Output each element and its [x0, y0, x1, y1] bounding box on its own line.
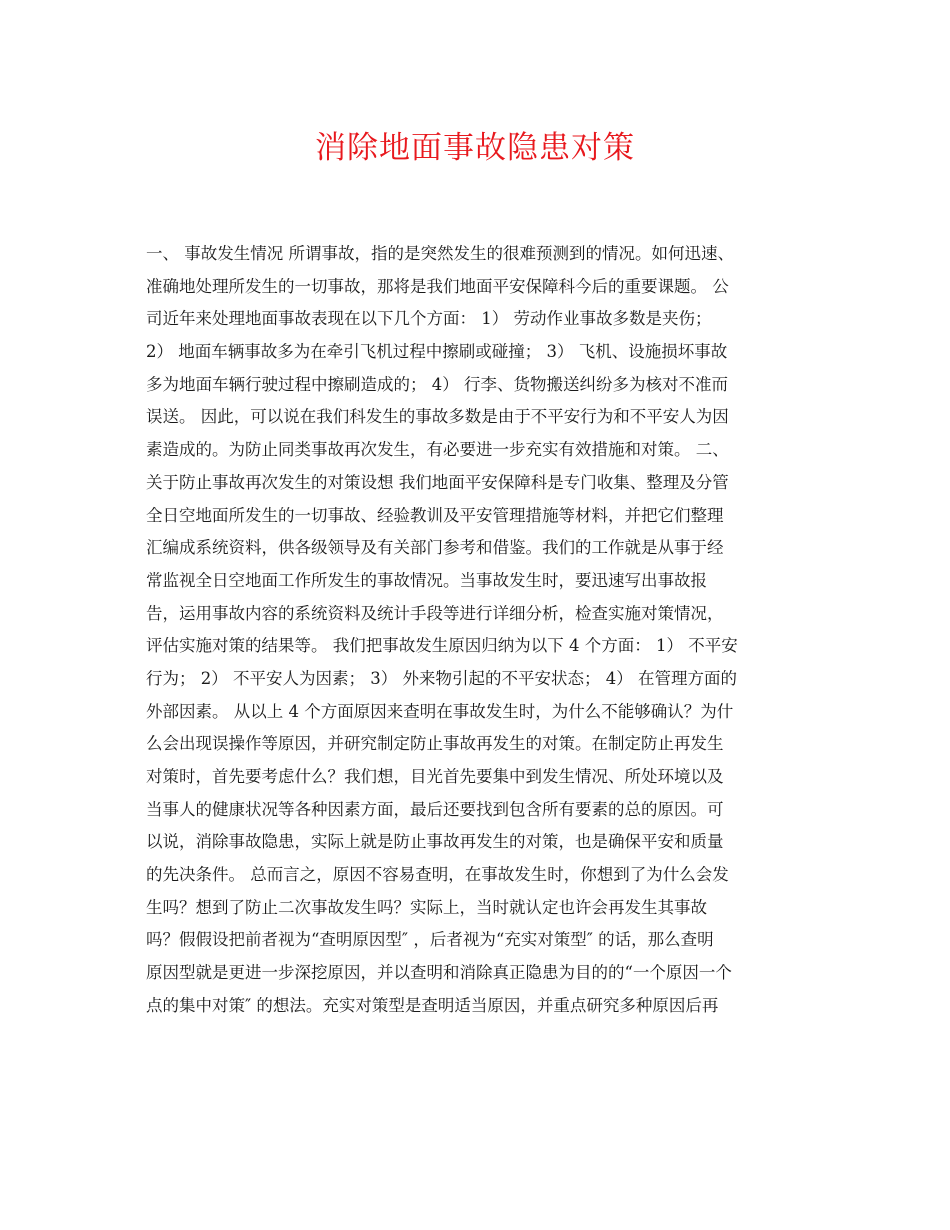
paragraph-line: 外部因素。 从以上 4 个方面原因来查明在事故发生时，为什么不能够确认？为什	[146, 701, 734, 721]
paragraph-line: 吗？假假设把前者视为“查明原因型″ ，后者视为“充实对策型″ 的话，那么查明	[146, 930, 714, 950]
paragraph-line: 以说，消除事故隐患，实际上就是防止事故再发生的对策，也是确保平安和质量	[146, 832, 724, 852]
paragraph-line: 司近年来处理地面事故表现在以下几个方面： 1） 劳动作业事故多数是夹伤；	[146, 309, 712, 329]
paragraph-line: 的先决条件。 总而言之，原因不容易查明，在事故发生时，你想到了为什么会发	[146, 865, 729, 885]
document-title: 消除地面事故隐患对策	[315, 130, 635, 166]
paragraph-line: 对策时，首先要考虑什么？我们想，目光首先要集中到发生情况、所处环境以及	[146, 767, 724, 786]
document-body	[146, 238, 816, 1023]
paragraph-line: 原因型就是更进一步深挖原因，并以查明和消除真正隐患为目的的“一个原因一个	[146, 963, 732, 983]
paragraph-line: 关于防止事故再次发生的对策设想 我们地面平安保障科是专门收集、整理及分管	[146, 472, 729, 492]
paragraph-line: 常监视全日空地面工作所发生的事故情况。当事故发生时，要迅速写出事故报	[146, 570, 707, 590]
paragraph-line: 一、 事故发生情况 所谓事故，指的是突然发生的很难预测到的情况。如何迅速、	[146, 244, 734, 263]
paragraph-line: 生吗？想到了防止二次事故发生吗？实际上，当时就认定也许会再发生其事故	[146, 897, 707, 917]
paragraph-line: 评估实施对策的结果等。 我们把事故发生原因归纳为以下 4 个方面： 1） 不平安	[146, 636, 738, 656]
paragraph-line: 汇编成系统资料，供各级领导及有关部门参考和借鉴。我们的工作就是从事于经	[146, 538, 724, 558]
paragraph-line: 准确地处理所发生的一切事故，那将是我们地面平安保障科今后的重要课题。 公	[146, 276, 729, 296]
paragraph-line: 多为地面车辆行驶过程中擦刷造成的； 4） 行李、货物搬送纠纷多为核对不准而	[146, 374, 728, 394]
paragraph-line: 么会出现误操作等原因，并研究制定防止事故再发生的对策。在制定防止再发生	[146, 734, 724, 754]
paragraph-line: 2） 地面车辆事故多为在牵引飞机过程中擦刷或碰撞； 3） 飞机、设施损坏事故	[146, 342, 728, 362]
paragraph-line: 素造成的。为防止同类事故再次发生，有必要进一步充实有效措施和对策。 二、	[146, 440, 729, 460]
paragraph-line: 告，运用事故内容的系统资料及统计手段等进行详细分析，检查实施对策情况，	[146, 603, 724, 623]
paragraph-line: 行为； 2） 不平安人为因素； 3） 外来物引起的不平安状态； 4） 在管理方面的	[146, 668, 737, 688]
paragraph-line: 当事人的健康状况等各种因素方面，最后还要找到包含所有要素的总的原因。可	[146, 799, 724, 819]
paragraph-line: 误送。 因此，可以说在我们科发生的事故多数是由于不平安行为和不平安人为因	[146, 407, 729, 427]
paragraph-line: 点的集中对策″ 的想法。充实对策型是查明适当原因，并重点研究多种原因后再	[146, 995, 719, 1015]
paragraph-line: 全日空地面所发生的一切事故、经验教训及平安管理措施等材料，并把它们整理	[146, 505, 724, 525]
